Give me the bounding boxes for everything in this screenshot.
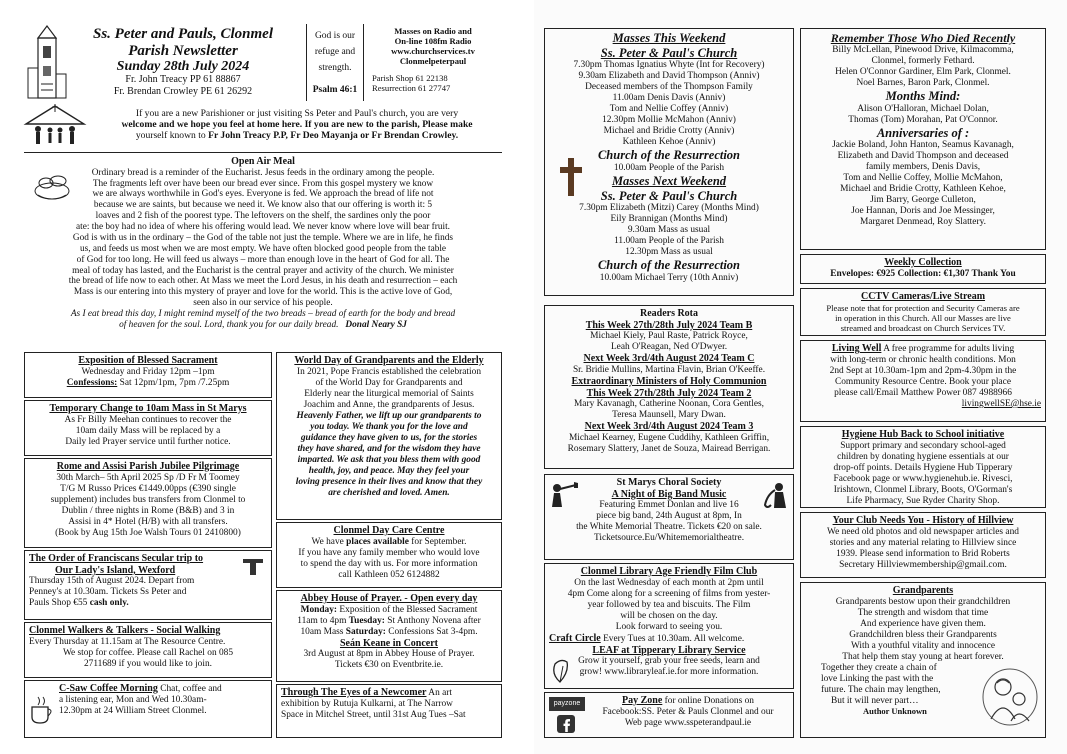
anniversary-line: family members, Denis Davis, — [865, 162, 981, 173]
hillview-line: 1939. Please send information to Brid Roberts — [836, 548, 1010, 559]
poem-author: Author Unknown — [863, 705, 927, 716]
temporary-line: As Fr Billy Meehan continues to recover the — [64, 414, 232, 425]
bread-basket-icon — [32, 169, 72, 203]
mass-line: Michael and Bridie Crotty (Anniv) — [603, 126, 735, 137]
church-tower-icon — [24, 24, 70, 100]
confessions-label: Confessions: — [66, 377, 118, 388]
leaf-icon — [549, 658, 571, 684]
remember-line: Noel Barnes, Baron Park, Clonmel. — [856, 78, 990, 89]
mass-line: 9.30am Elizabeth and David Thompson (Anniv) — [578, 71, 760, 82]
open-air-author: Donal Neary SJ — [345, 319, 407, 330]
open-air-line: Ordinary bread is a reminder of the Eucharist. Jesus feeds in the ordinary among the people. — [91, 167, 435, 178]
poem-line: And experience have given them. — [860, 618, 986, 629]
facebook-icon — [557, 715, 575, 733]
masses-weekend-church: Ss. Peter & Paul's Church — [600, 45, 738, 60]
hillview-section — [800, 512, 1046, 578]
poem-line: Together they create a chain of — [821, 662, 937, 673]
next-resurrection-line: 10.00am Michael Terry (10th Anniv) — [599, 272, 739, 283]
radio-line: Clonmelpeterpaul — [399, 56, 467, 67]
living-well-line: Community Resource Centre. Book your place — [834, 377, 1011, 387]
grandparents-prayer: they have shared, and for the wisdom they have — [297, 443, 481, 454]
next-mass-line: Eily Brannigan (Months Mind) — [610, 214, 728, 225]
exposition-title: Exposition of Blessed Sacrament — [78, 355, 218, 366]
hygiene-hub-section — [800, 426, 1046, 508]
mass-line: 12.30pm Mollie McMahon (Anniv) — [602, 115, 736, 126]
psalm-ref: Psalm 46:1 — [312, 85, 358, 96]
remember-line: Billy McLellan, Pinewood Drive, Kilmacomma, — [832, 45, 1014, 56]
readers-rota-section — [544, 305, 794, 469]
day-care-line: call Kathleen 052 6124882 — [338, 569, 440, 580]
living-well-line: A free programme for adults living — [881, 344, 1015, 354]
concert-line: 3rd August at 8pm in Abbey House of Prayer. — [303, 649, 475, 660]
hygiene-line: Facebook page or www.hygienehub.ie. Rivesci, — [833, 473, 1013, 484]
csaw-title: C-Saw Coffee Morning — [59, 683, 158, 694]
concert-title: Seán Keane in Concert — [339, 637, 439, 649]
living-well-line: 2nd Sept at 10.30am-1pm and 2pm-4.30pm in the — [829, 366, 1017, 376]
living-well-line: please call/Email Matthew Power 087 4988966 — [834, 388, 1012, 398]
franciscans-line: Thursday 15th of August 2024. Depart from — [29, 576, 195, 587]
cctv-line: streamed and broadcast on Church Services TV. — [840, 322, 1006, 333]
abbey-line: 10am Mass — [300, 626, 346, 637]
hillview-line: Secretary Hillviewmembership@gmail.com. — [839, 559, 1007, 570]
next-mass-line: 12.30pm Mass as usual — [625, 247, 713, 258]
mass-line: Kathleen Kehoe (Anniv) — [622, 137, 716, 148]
choral-line: Featuring Emmet Donlan and live 16 — [599, 500, 739, 511]
anniversaries-title: Anniversaries of : — [876, 125, 970, 140]
radio-box — [368, 24, 498, 101]
abbey-monday-text: Exposition of the Blessed Sacrament — [337, 604, 478, 615]
payzone-badge: payzone — [549, 697, 585, 711]
grandparents-day-line: Joachim and Anne, the grandparents of Jesus. — [303, 399, 475, 410]
newcomer-title: Through The Eyes of a Newcomer — [281, 687, 427, 698]
exposition-section — [24, 352, 272, 398]
hygiene-line: children by donating hygiene essentials at our — [837, 451, 1009, 462]
csaw-line: a listening ear, Mon and Wed 10.30am- — [59, 695, 207, 705]
welcome-line: If you are a new Parishioner or just visiting Ss Peter and Paul's church, you are very — [135, 108, 459, 119]
readers-week2-title: Next Week 3rd/4th August 2024 Team C — [583, 353, 755, 365]
psalm-box — [306, 24, 364, 101]
next-resurrection-title: Church of the Resurrection — [597, 258, 741, 273]
remember-section — [800, 28, 1046, 250]
abbey-line: 11am to 4pm — [297, 615, 349, 626]
open-air-line: us, and feeds us most when we are most empty. We have often blocked good people from the table — [79, 243, 447, 254]
collection-title: Weekly Collection — [884, 257, 962, 268]
walkers-line: We stop for coffee. Please call Rachel on 085 — [62, 647, 234, 658]
parish-shop-phone: Parish Shop 61 22138 — [372, 73, 448, 84]
abbey-tuesday-label: Tuesday: — [348, 615, 385, 626]
grandparents-prayer: are cherished and loved. Amen. — [328, 487, 450, 498]
newcomer-section — [276, 684, 502, 738]
next-mass-line: 9.30am Mass as usual — [627, 225, 711, 236]
welcome-line: welcome and we hope you feel at home here. If you are new to the parish, Please make — [121, 119, 473, 131]
grandparents-prayer: Heavenly Father, we lift up our grandparents to — [296, 410, 482, 421]
masses-next-title: Masses Next Weekend — [611, 173, 727, 188]
poem-line: future. The chain may lengthen, — [821, 684, 941, 695]
saxophone-player-icon — [759, 481, 789, 511]
grandparents-prayer: guidance they have given to us, for the stories — [300, 432, 478, 443]
newcomer-line: Space in Mitchel Street, until 31st Aug Tues –Sat — [281, 710, 466, 720]
welcome-priests: Fr John Treacy P.P, Fr Deo Mayanja or Fr Brendan Crowley. — [208, 130, 459, 142]
temporary-line: Daily led Prayer service until further notice. — [65, 436, 231, 447]
rome-line: Assisi in 4* Hotel (H/B) with all transfers. — [68, 516, 228, 527]
trumpet-player-icon — [549, 481, 579, 511]
remember-line: Clonmel, formerly Fethard. — [871, 56, 975, 67]
hillview-line: stories and any material relating to Hillview since — [829, 537, 1017, 548]
choral-title: St Marys Choral Society — [616, 477, 722, 488]
grandparents-day-section — [276, 352, 502, 520]
mass-line: Deceased members of the Thompson Family — [585, 82, 753, 93]
poem-line: Grandparents bestow upon their grandchildren — [835, 596, 1011, 607]
open-air-line: we are always worthwhile in God's eyes. Everyone is fed. We approach the bread of life not — [92, 189, 434, 200]
cctv-line: in operation in this Church. All our Masses are live — [835, 312, 1011, 323]
anniversary-line: Jim Barry, George Culleton, — [870, 195, 976, 206]
family-church-icon — [22, 104, 88, 148]
day-care-line: to spend the day with us. For more information — [300, 558, 478, 569]
readers-line: Sr. Bridie Mullins, Martina Flavin, Brian O'Keeffe. — [572, 365, 766, 376]
payzone-line: for online Donations on — [662, 696, 754, 706]
rome-line: 30th March– 5th April 2025 Sp /D Fr M Toomey — [56, 472, 240, 483]
temporary-change-section — [24, 400, 272, 456]
rome-line: (Book by Aug 15th Joe Walsh Tours 01 2410800) — [55, 527, 241, 538]
grandparents-prayer: loving presence in their lives and know that they — [295, 476, 483, 487]
day-care-section — [276, 522, 502, 588]
temporary-line: 10am daily Mass will be replaced by a — [75, 425, 221, 436]
newsletter-date: Sunday 28th July 2024 — [116, 59, 250, 74]
abbey-saturday-text: Confessions Sat 3-4pm. — [385, 626, 478, 637]
franciscans-line: Pauls Shop €55 — [29, 598, 90, 609]
header-box — [24, 24, 298, 101]
rome-line: T/G M Russo Prices €1449.00pps (€390 single — [60, 483, 236, 494]
choral-line: piece big band, 24th August at 8pm, In — [596, 511, 742, 522]
poem-line: Grandchildren bless their Grandparents — [849, 629, 997, 640]
grandparents-day-line: In 2021, Pope Francis established the celebration — [296, 366, 482, 377]
hygiene-line: Irishtown, Clonmel Library, Boots, O'Gorman's — [833, 484, 1013, 495]
abbey-tuesday-text: St Anthony Novena after — [384, 615, 481, 626]
poem-line: With a youthful vitality and innocence — [850, 640, 996, 651]
grandparents-poem-section — [800, 582, 1046, 738]
living-well-email[interactable]: livingwellSE@hse.ie — [961, 399, 1041, 409]
rome-pilgrimage-section — [24, 458, 272, 548]
grandparents-prayer: health, joy, and peace. May they feel your — [308, 465, 470, 476]
film-club-line: Look forward to seeing you. — [615, 621, 723, 632]
craft-circle-label: Craft Circle — [549, 632, 601, 644]
franciscans-line: Penney's at 10.30am. Tickets Ss Peter and — [29, 587, 187, 598]
welcome-text — [92, 108, 502, 142]
em-line: Mary Kavanagh, Catherine Noonan, Cora Gentles, — [573, 399, 765, 410]
cctv-line: Please note that for protection and Security Cameras are — [826, 302, 1020, 313]
collection-amount: Envelopes: €925 Collection: €1,307 Thank You — [830, 268, 1016, 279]
grandparents-prayer: imparted. We ask that you bless them with good — [297, 454, 481, 465]
craft-circle-text: Every Tues at 10.30am. All welcome. — [600, 633, 745, 644]
em-line: Michael Kearney, Eugene Cuddihy, Kathleen Griffin, — [568, 433, 770, 444]
day-care-line: for September. — [408, 536, 467, 547]
hillview-line: We need old photos and old newspaper articles and — [827, 526, 1019, 537]
open-air-title: Open Air Meal — [231, 156, 295, 167]
poem-line: But it will never part… — [831, 695, 919, 706]
rome-line: supplement) includes bus transfers from Clonmel to — [50, 494, 246, 505]
walkers-line: 2711689 if you would like to join. — [83, 658, 213, 669]
walkers-title: Clonmel Walkers & Talkers - Social Walking — [29, 625, 221, 636]
newsletter-subtitle: Parish Newsletter — [128, 42, 238, 59]
tau-cross-icon — [241, 555, 265, 577]
abbey-monday-label: Monday: — [300, 604, 338, 615]
em-title: Extraordinary Ministers of Holy Communion — [571, 376, 767, 388]
payzone-title: Pay Zone — [622, 695, 663, 706]
hygiene-line: Life Pharmacy, Sue Ryder Charity Shop. — [846, 495, 1000, 506]
temporary-title: Temporary Change to 10am Mass in St Marys — [49, 403, 247, 414]
open-air-line: of God for too long. He will feed us always – more than enough love in the heart of God for all. The — [76, 254, 450, 265]
poem-title: Grandparents — [892, 585, 954, 596]
next-mass-line: 11.00am People of the Parish — [614, 236, 724, 247]
masses-next-church: Ss. Peter & Paul's Church — [600, 188, 738, 203]
franciscans-title: Our Lady's Island, Wexford — [55, 564, 176, 576]
open-air-line: loaves and 2 fish of the poorest type. The leftovers on the shelf, the sardines only the poor — [95, 211, 431, 222]
em-week2-title: Next Week 3rd/4th August 2024 Team 3 — [584, 421, 754, 433]
leaf-line: grow! www.libraryleaf.ie.for more information. — [579, 667, 759, 678]
franciscans-cash: cash only. — [89, 598, 129, 609]
resurrection-title: Church of the Resurrection — [597, 148, 741, 163]
csaw-section — [24, 680, 272, 738]
leaf-line: Grow it yourself, grab your free seeds, learn and — [578, 656, 760, 667]
choral-society-section — [544, 474, 794, 560]
open-air-line: the bread of life now to each other. At Mass we meet the Lord Jesus, in his death and resurrection – each — [68, 276, 458, 287]
grandparents-day-line: of the World Day for Grandparents and — [315, 377, 463, 388]
remember-title: Remember Those Who Died Recently — [830, 31, 1016, 45]
rome-line: Dublin / three nights in Rome (B&B) and 3 in — [61, 505, 235, 516]
masses-section — [544, 28, 794, 296]
open-air-line: meal of today has lasted, and the Eucharist is the central prayer and activity of the church. We minister — [72, 265, 454, 276]
anniversary-line: Margaret Denmead, Roy Slattery. — [859, 217, 986, 228]
radio-line: On-line 108fm Radio — [394, 36, 472, 47]
anniversary-line: Joe Hannan, Doris and Joe Messinger, — [851, 206, 995, 217]
cctv-section — [800, 288, 1046, 336]
mass-line: 7.30pm Thomas Ignatius Whyte (Int for Recovery) — [573, 60, 765, 71]
abbey-saturday-label: Saturday: — [345, 626, 386, 637]
priest-2: Fr. Brendan Crowley PE 61 26292 — [113, 86, 253, 98]
psalm-line: strength. — [318, 63, 352, 74]
right-page — [534, 0, 1067, 754]
anniversary-line: Jackie Boland, John Hanton, Seamus Kavanagh, — [832, 140, 1014, 151]
open-air-line: Mass is our entering into this mystery of prayer and love for the world. This is the active love of God, — [73, 287, 453, 298]
open-air-line: God is with us in the ordinary – the God of the table not just the temple. Where we are in life, he finds — [72, 232, 454, 243]
months-mind-line: Alison O'Halloran, Michael Dolan, — [857, 103, 989, 114]
grandparents-day-line: Elderly near the liturgical memorial of Saints — [304, 388, 474, 399]
day-care-line: If you have any family member who would love — [298, 547, 480, 558]
csaw-line: Chat, coffee and — [157, 684, 222, 694]
newsletter-title: Ss. Peter and Pauls, Clonmel — [92, 26, 274, 42]
exposition-time: Wednesday and Friday 12pm –1pm — [81, 366, 215, 377]
open-air-line: ate: the boy had no idea of where his offering would lead. We never know where love will bear fruit. — [75, 222, 451, 233]
cross-icon — [559, 157, 583, 197]
walkers-line: Every Thursday at 11.15am at The Resource Centre. — [29, 636, 226, 647]
left-page — [0, 0, 530, 754]
cctv-title: CCTV Cameras/Live Stream — [860, 291, 986, 302]
grandparents-day-title: World Day of Grandparents and the Elderly — [294, 355, 484, 366]
choral-subtitle: A Night of Big Band Music — [611, 488, 727, 500]
mass-line: Tom and Nellie Coffey (Anniv) — [609, 104, 729, 115]
resurrection-line: 10.00am People of the Parish — [613, 162, 725, 173]
open-air-body — [28, 168, 498, 331]
open-air-closing: As I eat bread this day, I might remind myself of the two breads – bread of earth for the body and bread — [70, 309, 456, 320]
grandparents-prayer: you today. We thank you for the love and — [310, 421, 468, 432]
film-club-line: On the last Wednesday of each month at 2pm until — [574, 577, 764, 588]
hygiene-line: Support primary and secondary school-aged — [840, 440, 1006, 451]
poem-line: love Linking the past with the — [821, 673, 934, 684]
months-mind-title: Months Mind: — [885, 89, 961, 104]
franciscans-section — [24, 550, 272, 620]
em-week1-title: This Week 27th/28th July 2024 Team 2 — [586, 387, 752, 399]
readers-week1-title: This Week 27th/28th July 2024 Team B — [585, 319, 753, 331]
choral-line: the White Memorial Theatre. Tickets €20 on sale. — [576, 522, 762, 533]
readers-title: Readers Rota — [639, 308, 699, 319]
payzone-line: Facebook:SS. Peter & Pauls Clonmel and our — [602, 707, 774, 717]
anniversary-line: Michael and Bridie Crotty, Kathleen Kehoe, — [840, 184, 1006, 195]
anniversary-line: Elizabeth and David Thompson and deceased — [837, 151, 1009, 162]
readers-line: Leah O'Reagan, Ned O'Dwyer. — [610, 342, 728, 353]
newcomer-line: exhibition by Rutuja Kulkarni, at The Narrow — [281, 699, 453, 709]
priest-1: Fr. John Treacy PP 61 88867 — [125, 74, 241, 86]
readers-line: Michael Kiely, Paul Raste, Patrick Royce, — [590, 331, 748, 342]
rome-title: Rome and Assisi Parish Jubilee Pilgrimage — [56, 461, 240, 472]
choral-line: Ticketsource.Eu/Whitememorialtheatre. — [593, 533, 745, 544]
abbey-house-section — [276, 590, 502, 682]
leaf-title: LEAF at Tipperary Library Service — [592, 644, 746, 656]
film-club-line: will be chosen on the day. — [620, 610, 718, 621]
living-well-title: Living Well — [831, 343, 882, 354]
open-air-meal-section — [24, 152, 502, 350]
open-air-closing: of heaven for the soul. Lord, thank you for our daily bread. — [119, 319, 339, 330]
remember-line: Helen O'Connor Gardiner, Elm Park, Clonmel. — [835, 67, 1011, 78]
film-club-line: 4pm Come along for a screening of films from yester- — [567, 588, 771, 599]
psalm-line: refuge and — [314, 47, 356, 58]
collection-section — [800, 254, 1046, 284]
living-well-line: with long-term or chronic health conditions. Mon — [830, 355, 1016, 365]
resurrection-phone: Resurrection 61 27747 — [372, 83, 451, 94]
hillview-title: Your Club Needs You - History of Hillview — [832, 515, 1014, 526]
newcomer-line: An art — [426, 688, 452, 698]
grandparent-child-icon — [981, 667, 1039, 727]
anniversary-line: Tom and Nellie Coffey, Mollie McMahon, — [843, 173, 1003, 184]
poem-line: That help them stay young at heart forever. — [842, 651, 1004, 662]
months-mind-line: Thomas (Tom) Morahan, Pat O'Connor. — [848, 114, 998, 125]
film-club-title: Clonmel Library Age Friendly Film Club — [580, 566, 758, 577]
open-air-line: The fragments left over have been our bread ever since. From this gospel mystery we know — [92, 178, 434, 189]
poem-line: The strength and wisdom that time — [857, 607, 989, 618]
franciscans-title: The Order of Franciscans Secular trip to — [29, 553, 204, 564]
hygiene-title: Hygiene Hub Back to School initiative — [841, 429, 1005, 440]
abbey-title: Abbey House of Prayer. - Open every day — [300, 593, 478, 604]
day-care-places: places available — [346, 536, 409, 547]
csaw-line: 12.30pm at 24 William Street Clonmel. — [59, 706, 207, 716]
open-air-line: because we are saints, but because we need it. We know also that our offering is worth it: 5 — [93, 200, 433, 211]
payzone-line: Web page www.sspeterandpaul.ie — [624, 718, 752, 728]
concert-line: Tickets €30 on Eventbrite.ie. — [334, 660, 444, 671]
film-club-line: year followed by tea and biscuits. The Film — [587, 599, 751, 610]
hygiene-line: drop-off points. Details Hygiene Hub Tipperary — [833, 462, 1013, 473]
radio-line: Masses on Radio and — [394, 26, 472, 36]
confessions-time: Sat 12pm/1pm, 7pm /7.25pm — [117, 377, 230, 388]
living-well-section — [800, 340, 1046, 422]
em-line: Teresa Maunsell, Mary Dwan. — [612, 410, 726, 421]
day-care-title: Clonmel Day Care Centre — [333, 525, 445, 536]
psalm-line: God is our — [314, 31, 356, 41]
next-mass-line: 7.30pm Elizabeth (Mitzi) Carey (Months Mind) — [579, 203, 759, 214]
em-line: Rosemary Slattery, Janet de Souza, Mairead Berrigan. — [567, 444, 771, 455]
day-care-line: We have — [311, 536, 347, 547]
film-club-section — [544, 563, 794, 689]
payzone-section — [544, 692, 794, 738]
welcome-line: yourself known to — [135, 130, 209, 142]
open-air-line: seen also in our service of his people. — [193, 298, 333, 309]
masses-weekend-title: Masses This Weekend — [612, 31, 726, 45]
walkers-section — [24, 622, 272, 678]
coffee-cup-icon — [29, 695, 55, 725]
mass-line: 11.00am Denis Davis (Anniv) — [612, 93, 726, 104]
radio-line: www.churchservices.tv — [391, 46, 475, 57]
